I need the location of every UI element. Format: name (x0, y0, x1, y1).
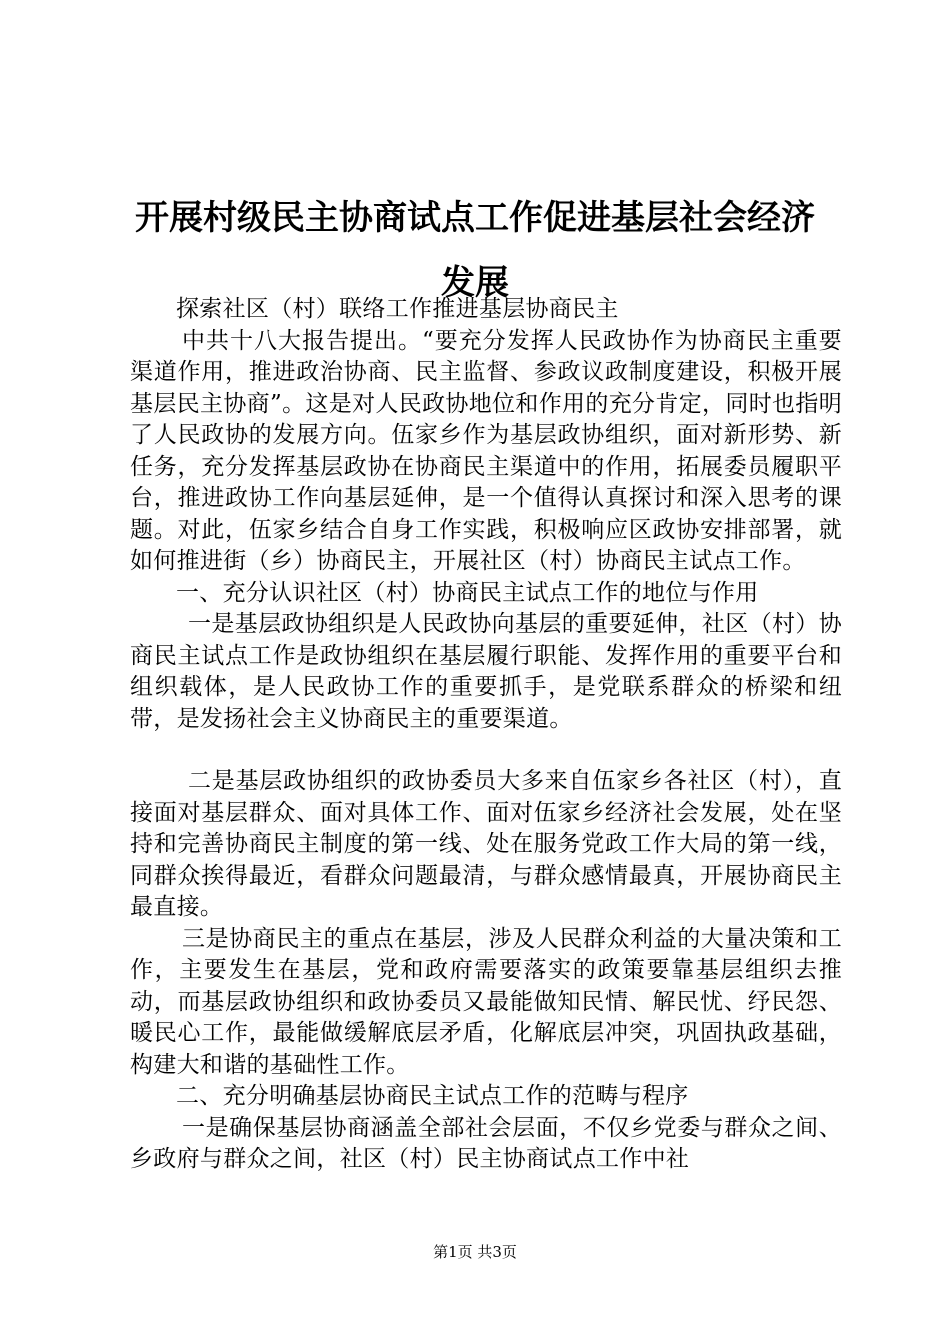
document-title-line-2: 发展 (441, 263, 509, 303)
subtitle-paragraph: 探索社区（村）联络工作推进基层协商民主 (176, 296, 619, 322)
page-number: 第1页 共3页 (433, 1243, 517, 1261)
body-paragraph: 三是协商民主的重点在基层，涉及人民群众利益的大量决策和工作，主要发生在基层，党和政府需要落实的政策要靠基层组织去推动，而基层政协组织和政协委员又最能做知民情、解民忧、纾民怨、暖民心工作，最能做缓解底层矛盾，化解底层冲突，巩固执政基础，构建大和谐的基础性工作。 (130, 925, 842, 1078)
body-paragraph: 一是确保基层协商涵盖全部社会层面，不仅乡党委与群众之间、乡政府与群众之间，社区（村）民主协商试点工作中社 (130, 1114, 842, 1172)
section-heading: 一、充分认识社区（村）协商民主试点工作的地位与作用 (176, 579, 759, 606)
body-paragraph: 中共十八大报告提出。“要充分发挥人民政协作为协商民主重要渠道作用，推进政治协商、民主监督、参政议政制度建设，积极开展基层民主协商”。这是对人民政协地位和作用的充分肯定，同时也指明了人民政协的发展方向。伍家乡作为基层政协组织，面对新形势、新任务，充分发挥基层政协在协商民主渠道中的作用，拓展委员履职平台，推进政协工作向基层延伸，是一个值得认真探讨和深入思考的课题。对此，伍家乡结合自身工作实践，积极响应区政协安排部署，就如何推进街（乡）协商民主，开展社区（村）协商民主试点工作。 (130, 327, 842, 574)
page-footer (0, 1242, 950, 1262)
section-heading: 二、充分明确基层协商民主试点工作的范畴与程序 (176, 1083, 689, 1109)
document-title-line-1: 开展村级民主协商试点工作促进基层社会经济 (135, 198, 815, 238)
paragraph-spacer (130, 735, 842, 766)
body-paragraph: 二是基层政协组织的政协委员大多来自伍家乡各社区（村），直接面对基层群众、面对具体工作、面对伍家乡经济社会发展，处在坚持和完善协商民主制度的第一线、处在服务党政工作大局的第一线，同群众挨得最近，看群众问题最清，与群众感情最真，开展协商民主最直接。 (130, 768, 842, 920)
body-paragraph: 一是基层政协组织是人民政协向基层的重要延伸，社区（村）协商民主试点工作是政协组织在基层履行职能、发挥作用的重要平台和组织载体，是人民政协工作的重要抓手，是党联系群众的桥梁和纽带，是发扬社会主义协商民主的重要渠道。 (130, 611, 842, 732)
document-body (130, 294, 842, 1176)
